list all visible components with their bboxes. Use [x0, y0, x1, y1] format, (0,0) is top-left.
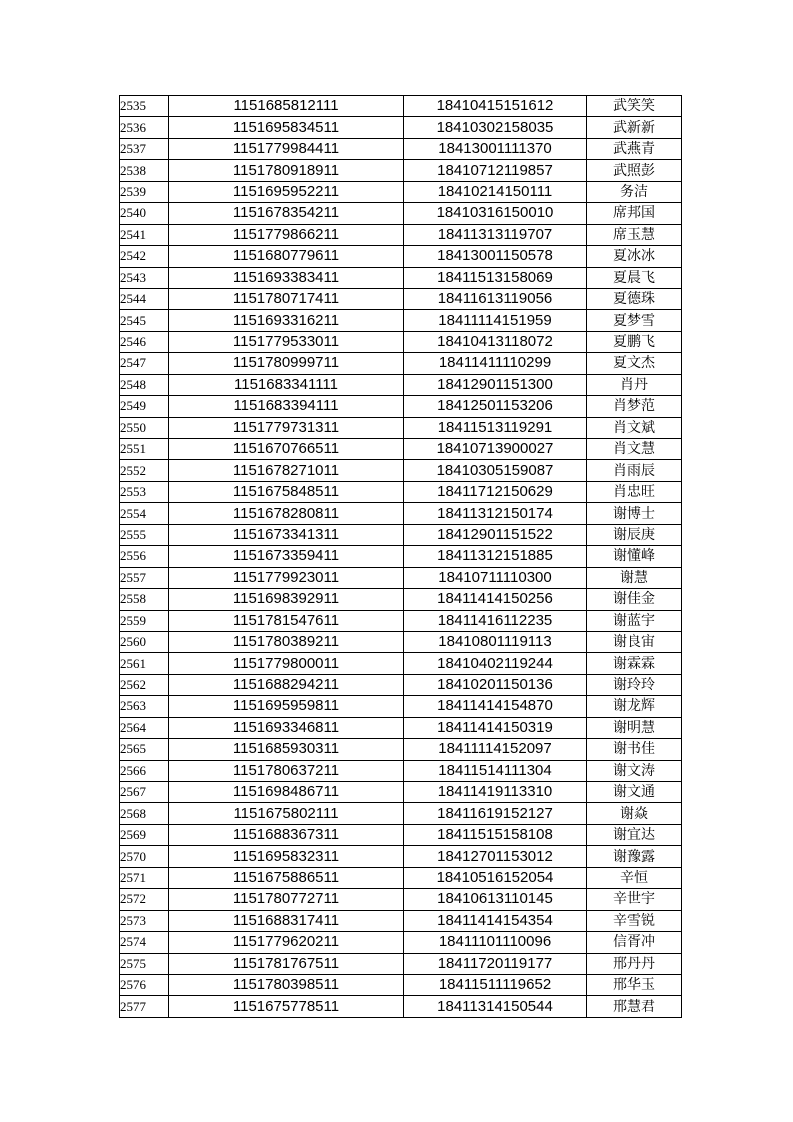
table-row — [120, 310, 682, 331]
table-row — [120, 160, 682, 181]
row-number-cell: 2570 — [120, 846, 169, 867]
row-number-cell: 2550 — [120, 417, 169, 438]
table-row — [120, 503, 682, 524]
phone-number-cell: 18411313119707 — [404, 224, 587, 245]
student-id-cell: 1151695959811 — [169, 696, 404, 717]
student-id-cell: 1151688367311 — [169, 824, 404, 845]
phone-number-cell: 18411514111304 — [404, 760, 587, 781]
student-id-cell: 1151678280811 — [169, 503, 404, 524]
student-id-cell: 1151698392911 — [169, 589, 404, 610]
phone-number-cell: 18411416112235 — [404, 610, 587, 631]
table-row — [120, 824, 682, 845]
table-row — [120, 610, 682, 631]
person-name-cell: 信胥冲 — [587, 932, 682, 953]
person-name-cell: 谢文通 — [587, 782, 682, 803]
row-number-cell: 2560 — [120, 631, 169, 652]
student-id-cell: 1151675886511 — [169, 867, 404, 888]
person-name-cell: 武笑笑 — [587, 96, 682, 117]
student-id-cell: 1151780637211 — [169, 760, 404, 781]
phone-number-cell: 18411314150544 — [404, 996, 587, 1017]
table-row — [120, 524, 682, 545]
row-number-cell: 2535 — [120, 96, 169, 117]
phone-number-cell: 18410402119244 — [404, 653, 587, 674]
student-id-cell: 1151695834511 — [169, 117, 404, 138]
student-id-cell: 1151673341311 — [169, 524, 404, 545]
phone-number-cell: 18413001150578 — [404, 246, 587, 267]
student-id-cell: 1151779866211 — [169, 224, 404, 245]
student-id-cell: 1151693316211 — [169, 310, 404, 331]
person-name-cell: 武燕青 — [587, 138, 682, 159]
phone-number-cell: 18411613119056 — [404, 288, 587, 309]
phone-number-cell: 18411414150319 — [404, 717, 587, 738]
table-row — [120, 96, 682, 117]
person-name-cell: 夏鹏飞 — [587, 331, 682, 352]
table-row — [120, 932, 682, 953]
phone-number-cell: 18410201150136 — [404, 674, 587, 695]
phone-number-cell: 18411513158069 — [404, 267, 587, 288]
student-id-cell: 1151779800011 — [169, 653, 404, 674]
row-number-cell: 2568 — [120, 803, 169, 824]
table-row — [120, 782, 682, 803]
student-id-cell: 1151670766511 — [169, 439, 404, 460]
student-id-cell: 1151779984411 — [169, 138, 404, 159]
table-row — [120, 910, 682, 931]
row-number-cell: 2551 — [120, 439, 169, 460]
person-name-cell: 武新新 — [587, 117, 682, 138]
student-id-cell: 1151683341111 — [169, 374, 404, 395]
table-row — [120, 331, 682, 352]
row-number-cell: 2540 — [120, 203, 169, 224]
phone-number-cell: 18411720119177 — [404, 953, 587, 974]
phone-number-cell: 18411114151959 — [404, 310, 587, 331]
row-number-cell: 2538 — [120, 160, 169, 181]
table-row — [120, 953, 682, 974]
person-name-cell: 谢玲玲 — [587, 674, 682, 695]
phone-number-cell: 18410516152054 — [404, 867, 587, 888]
row-number-cell: 2575 — [120, 953, 169, 974]
student-id-cell: 1151780398511 — [169, 974, 404, 995]
person-name-cell: 肖梦范 — [587, 396, 682, 417]
person-name-cell: 谢佳金 — [587, 589, 682, 610]
row-number-cell: 2577 — [120, 996, 169, 1017]
row-number-cell: 2574 — [120, 932, 169, 953]
phone-number-cell: 18411414150256 — [404, 589, 587, 610]
person-name-cell: 谢宜达 — [587, 824, 682, 845]
person-name-cell: 肖忠旺 — [587, 481, 682, 502]
student-id-cell: 1151693346811 — [169, 717, 404, 738]
phone-number-cell: 18411101110096 — [404, 932, 587, 953]
table-row — [120, 696, 682, 717]
person-name-cell: 席玉慧 — [587, 224, 682, 245]
table-row — [120, 481, 682, 502]
student-id-cell: 1151693383411 — [169, 267, 404, 288]
person-name-cell: 席邦国 — [587, 203, 682, 224]
student-id-cell: 1151675778511 — [169, 996, 404, 1017]
student-id-cell: 1151685812111 — [169, 96, 404, 117]
row-number-cell: 2537 — [120, 138, 169, 159]
student-id-cell: 1151688317411 — [169, 910, 404, 931]
person-name-cell: 邢华玉 — [587, 974, 682, 995]
person-name-cell: 邢慧君 — [587, 996, 682, 1017]
table-row — [120, 717, 682, 738]
roster-table-body — [120, 96, 682, 1018]
phone-number-cell: 18410316150010 — [404, 203, 587, 224]
student-id-cell: 1151780918911 — [169, 160, 404, 181]
phone-number-cell: 18413001111370 — [404, 138, 587, 159]
row-number-cell: 2545 — [120, 310, 169, 331]
person-name-cell: 务洁 — [587, 181, 682, 202]
table-row — [120, 589, 682, 610]
student-id-cell: 1151780772711 — [169, 889, 404, 910]
table-row — [120, 374, 682, 395]
person-name-cell: 夏晨飞 — [587, 267, 682, 288]
phone-number-cell: 18410413118072 — [404, 331, 587, 352]
person-name-cell: 辛恒 — [587, 867, 682, 888]
table-row — [120, 653, 682, 674]
phone-number-cell: 18412901151522 — [404, 524, 587, 545]
person-name-cell: 谢明慧 — [587, 717, 682, 738]
row-number-cell: 2554 — [120, 503, 169, 524]
person-name-cell: 辛世宇 — [587, 889, 682, 910]
table-row — [120, 631, 682, 652]
student-id-cell: 1151779923011 — [169, 567, 404, 588]
phone-number-cell: 18410712119857 — [404, 160, 587, 181]
row-number-cell: 2564 — [120, 717, 169, 738]
student-id-cell: 1151683394111 — [169, 396, 404, 417]
row-number-cell: 2553 — [120, 481, 169, 502]
person-name-cell: 辛雪锐 — [587, 910, 682, 931]
person-name-cell: 谢焱 — [587, 803, 682, 824]
phone-number-cell: 18411312151885 — [404, 546, 587, 567]
row-number-cell: 2552 — [120, 460, 169, 481]
table-row — [120, 889, 682, 910]
person-name-cell: 肖文斌 — [587, 417, 682, 438]
row-number-cell: 2573 — [120, 910, 169, 931]
row-number-cell: 2547 — [120, 353, 169, 374]
row-number-cell: 2555 — [120, 524, 169, 545]
row-number-cell: 2561 — [120, 653, 169, 674]
phone-number-cell: 18410801119113 — [404, 631, 587, 652]
table-row — [120, 117, 682, 138]
row-number-cell: 2542 — [120, 246, 169, 267]
student-id-cell: 1151688294211 — [169, 674, 404, 695]
student-id-cell: 1151680779611 — [169, 246, 404, 267]
row-number-cell: 2541 — [120, 224, 169, 245]
row-number-cell: 2536 — [120, 117, 169, 138]
person-name-cell: 夏文杰 — [587, 353, 682, 374]
roster-table — [119, 95, 682, 1018]
phone-number-cell: 18410415151612 — [404, 96, 587, 117]
student-id-cell: 1151695952211 — [169, 181, 404, 202]
person-name-cell: 肖文慧 — [587, 439, 682, 460]
student-id-cell: 1151698486711 — [169, 782, 404, 803]
row-number-cell: 2544 — [120, 288, 169, 309]
row-number-cell: 2571 — [120, 867, 169, 888]
table-row — [120, 546, 682, 567]
student-id-cell: 1151780999711 — [169, 353, 404, 374]
row-number-cell: 2567 — [120, 782, 169, 803]
person-name-cell: 谢蓝宇 — [587, 610, 682, 631]
row-number-cell: 2572 — [120, 889, 169, 910]
table-row — [120, 996, 682, 1017]
row-number-cell: 2548 — [120, 374, 169, 395]
person-name-cell: 肖雨辰 — [587, 460, 682, 481]
table-row — [120, 246, 682, 267]
student-id-cell: 1151779533011 — [169, 331, 404, 352]
table-row — [120, 267, 682, 288]
row-number-cell: 2565 — [120, 739, 169, 760]
table-row — [120, 353, 682, 374]
phone-number-cell: 18411414154354 — [404, 910, 587, 931]
phone-number-cell: 18410713900027 — [404, 439, 587, 460]
phone-number-cell: 18411419113310 — [404, 782, 587, 803]
person-name-cell: 邢丹丹 — [587, 953, 682, 974]
student-id-cell: 1151780389211 — [169, 631, 404, 652]
table-row — [120, 417, 682, 438]
table-row — [120, 460, 682, 481]
person-name-cell: 谢文涛 — [587, 760, 682, 781]
person-name-cell: 武照彭 — [587, 160, 682, 181]
row-number-cell: 2539 — [120, 181, 169, 202]
student-id-cell: 1151685930311 — [169, 739, 404, 760]
phone-number-cell: 18410214150111 — [404, 181, 587, 202]
student-id-cell: 1151675848511 — [169, 481, 404, 502]
row-number-cell: 2566 — [120, 760, 169, 781]
row-number-cell: 2576 — [120, 974, 169, 995]
student-id-cell: 1151675802111 — [169, 803, 404, 824]
student-id-cell: 1151779620211 — [169, 932, 404, 953]
phone-number-cell: 18411411110299 — [404, 353, 587, 374]
student-id-cell: 1151673359411 — [169, 546, 404, 567]
person-name-cell: 夏梦雪 — [587, 310, 682, 331]
person-name-cell: 谢慧 — [587, 567, 682, 588]
row-number-cell: 2569 — [120, 824, 169, 845]
table-row — [120, 803, 682, 824]
row-number-cell: 2557 — [120, 567, 169, 588]
table-row — [120, 674, 682, 695]
phone-number-cell: 18411712150629 — [404, 481, 587, 502]
student-id-cell: 1151695832311 — [169, 846, 404, 867]
person-name-cell: 谢懂峰 — [587, 546, 682, 567]
student-id-cell: 1151678271011 — [169, 460, 404, 481]
row-number-cell: 2563 — [120, 696, 169, 717]
row-number-cell: 2549 — [120, 396, 169, 417]
phone-number-cell: 18410302158035 — [404, 117, 587, 138]
phone-number-cell: 18410711110300 — [404, 567, 587, 588]
student-id-cell: 1151779731311 — [169, 417, 404, 438]
person-name-cell: 谢良宙 — [587, 631, 682, 652]
student-id-cell: 1151781767511 — [169, 953, 404, 974]
phone-number-cell: 18410305159087 — [404, 460, 587, 481]
phone-number-cell: 18411619152127 — [404, 803, 587, 824]
table-row — [120, 138, 682, 159]
row-number-cell: 2546 — [120, 331, 169, 352]
table-row — [120, 760, 682, 781]
row-number-cell: 2558 — [120, 589, 169, 610]
table-row — [120, 567, 682, 588]
table-row — [120, 224, 682, 245]
row-number-cell: 2559 — [120, 610, 169, 631]
person-name-cell: 谢博士 — [587, 503, 682, 524]
student-id-cell: 1151780717411 — [169, 288, 404, 309]
phone-number-cell: 18411114152097 — [404, 739, 587, 760]
person-name-cell: 夏德珠 — [587, 288, 682, 309]
row-number-cell: 2562 — [120, 674, 169, 695]
table-row — [120, 439, 682, 460]
phone-number-cell: 18411312150174 — [404, 503, 587, 524]
person-name-cell: 肖丹 — [587, 374, 682, 395]
student-id-cell: 1151678354211 — [169, 203, 404, 224]
table-row — [120, 974, 682, 995]
person-name-cell: 谢龙辉 — [587, 696, 682, 717]
person-name-cell: 谢书佳 — [587, 739, 682, 760]
table-row — [120, 846, 682, 867]
phone-number-cell: 18411515158108 — [404, 824, 587, 845]
phone-number-cell: 18411513119291 — [404, 417, 587, 438]
table-row — [120, 396, 682, 417]
phone-number-cell: 18411511119652 — [404, 974, 587, 995]
table-row — [120, 288, 682, 309]
phone-number-cell: 18410613110145 — [404, 889, 587, 910]
row-number-cell: 2556 — [120, 546, 169, 567]
table-row — [120, 739, 682, 760]
person-name-cell: 谢辰庚 — [587, 524, 682, 545]
phone-number-cell: 18412901151300 — [404, 374, 587, 395]
phone-number-cell: 18412701153012 — [404, 846, 587, 867]
phone-number-cell: 18411414154870 — [404, 696, 587, 717]
student-id-cell: 1151781547611 — [169, 610, 404, 631]
row-number-cell: 2543 — [120, 267, 169, 288]
table-row — [120, 181, 682, 202]
table-row — [120, 203, 682, 224]
person-name-cell: 谢豫露 — [587, 846, 682, 867]
person-name-cell: 谢霖霖 — [587, 653, 682, 674]
table-row — [120, 867, 682, 888]
phone-number-cell: 18412501153206 — [404, 396, 587, 417]
person-name-cell: 夏冰冰 — [587, 246, 682, 267]
